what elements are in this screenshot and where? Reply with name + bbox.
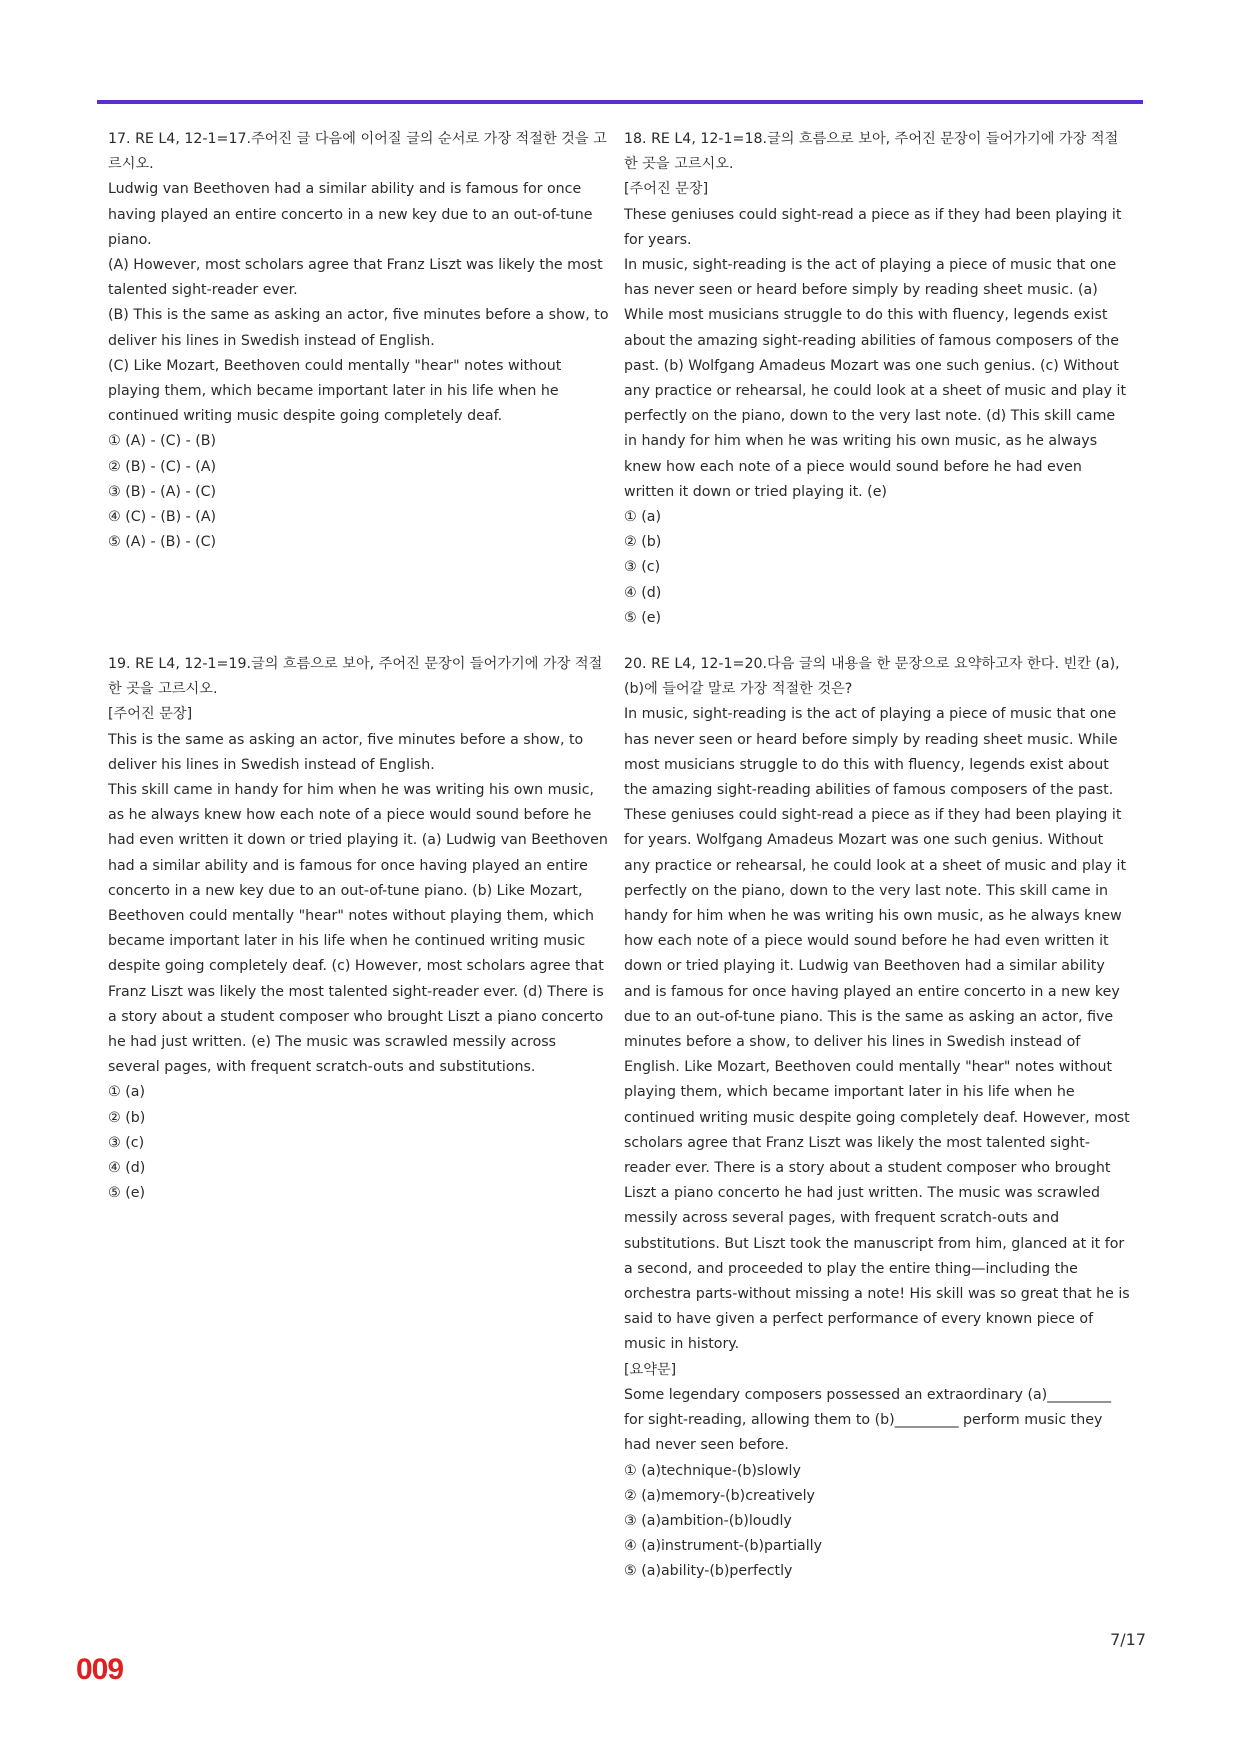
question-header: 20. RE L4, 12-1=20.다음 글의 내용을 한 문장으로 요약하고자 한다. 빈칸 (a), (b)에 들어갈 말로 가장 적절한 것은? (624, 656, 1120, 698)
passage-paragraph: (A) However, most scholars agree that Franz Liszt was likely the most talented sight-reader ever. (108, 257, 603, 299)
answer-option[interactable]: ⑤ (e) (108, 1185, 146, 1202)
answer-option[interactable]: ① (a) (624, 509, 661, 526)
answer-option[interactable]: ③ (a)ambition-(b)loudly (624, 1512, 792, 1529)
answer-option[interactable]: ① (a)technique-(b)slowly (624, 1462, 801, 1479)
answer-option[interactable]: ④ (a)instrument-(b)partially (624, 1538, 823, 1555)
question-19 (108, 652, 611, 1206)
given-sentence-label: [주어진 문장] (108, 706, 193, 723)
answer-option[interactable]: ② (b) (108, 1109, 146, 1126)
answer-option[interactable]: ② (B) - (C) - (A) (108, 458, 217, 475)
answer-option[interactable]: ⑤ (e) (624, 609, 662, 626)
passage-paragraph: (B) This is the same as asking an actor, five minutes before a show, to deliver his lines in Swedish instead of English. (108, 307, 609, 349)
summary-sentence: Some legendary composers possessed an extraordinary (a)_________ for sight-reading, allowing them to (b)_________ perform music they had never seen before. (624, 1386, 1112, 1454)
question-header: 17. RE L4, 12-1=17.주어진 글 다음에 이어질 글의 순서로 가장 적절한 것을 고르시오. (108, 131, 607, 173)
top-accent-rule (97, 100, 1143, 104)
answer-option[interactable]: ① (a) (108, 1084, 145, 1101)
passage-paragraph: Ludwig van Beethoven had a similar ability and is famous for once having played an entire concerto in a new key due to an out-of-tune piano. (108, 181, 593, 248)
page-number: 7/17 (1110, 1630, 1146, 1649)
passage-paragraph: (C) Like Mozart, Beethoven could mentally "hear" notes without playing them, which became important later in his life when he continued writing music despite going completely deaf. (108, 357, 562, 425)
answer-option[interactable]: ② (b) (624, 534, 662, 551)
question-20 (624, 652, 1132, 1585)
answer-option[interactable]: ④ (d) (624, 584, 662, 601)
footer-code: 009 (76, 1653, 124, 1686)
question-header: 19. RE L4, 12-1=19.글의 흐름으로 보아, 주어진 문장이 들어가기에 가장 적절한 곳을 고르시오. (108, 656, 603, 698)
answer-option[interactable]: ② (a)memory-(b)creatively (624, 1487, 815, 1504)
given-sentence: This is the same as asking an actor, five minutes before a show, to deliver his lines in Swedish instead of English. (108, 731, 584, 773)
given-sentence-label: [주어진 문장] (624, 181, 709, 198)
answer-option[interactable]: ⑤ (A) - (B) - (C) (108, 534, 217, 551)
question-17 (108, 127, 611, 555)
answer-option[interactable]: ⑤ (a)ability-(b)perfectly (624, 1563, 793, 1580)
answer-option[interactable]: ① (A) - (C) - (B) (108, 433, 217, 450)
question-header: 18. RE L4, 12-1=18.글의 흐름으로 보아, 주어진 문장이 들어가기에 가장 적절한 곳을 고르시오. (624, 131, 1119, 173)
answer-option[interactable]: ③ (c) (108, 1134, 145, 1151)
given-sentence: These geniuses could sight-read a piece as if they had been playing it for years. (624, 206, 1122, 248)
passage-paragraph: In music, sight-reading is the act of playing a piece of music that one has never seen or heard before simply by reading sheet music. While most musicians struggle to do this with fluency, legends exist about the amazing sight-reading abilities of famous composers of the past. These geniuses could sight-read a piece as if they had been playing it for years. Wolfgang Amadeus Mozart was one such genius. Without any practice or rehearsal, he could look at a sheet of music and play it perfectly on the piano, down to the very last note. This skill came in handy for him when he was writing his own music, as he always knew how each note of a piece would sound before he had even written it down or tried playing it. Ludwig van Beethoven had a similar ability and is famous for once having played an entire concerto in a new key due to an out-of-tune piano. This is the same as asking an actor, five minutes before a show, to deliver his lines in Swedish instead of English. Like Mozart, Beethoven could mentally "hear" notes without playing them, which became important later in his life when he continued writing music despite going completely deaf. However, most scholars agree that Franz Liszt was likely the most talented sight-reader ever. There is a story about a student composer who brought Liszt a piano concerto he had just written. The music was scrawled messily across several pages, with frequent scratch-outs and substitutions. But Liszt took the manuscript from him, glanced at it for a second, and proceeded to play the entire thing—including the orchestra parts-without missing a note! His skill was so great that he is said to have given a perfect performance of every known piece of music in history. (624, 706, 1130, 1353)
answer-option[interactable]: ④ (d) (108, 1160, 146, 1177)
summary-label: [요약문] (624, 1361, 677, 1378)
question-18 (624, 127, 1127, 631)
answer-option[interactable]: ③ (c) (624, 559, 661, 576)
answer-option[interactable]: ④ (C) - (B) - (A) (108, 509, 217, 526)
passage-paragraph: This skill came in handy for him when he was writing his own music, as he always knew how each note of a piece would sound before he had even written it down or tried playing it. (a) Ludwig van Beethoven had a similar ability and is famous for once having played an entire concerto in a new key due to an out-of-tune piano. (b) Like Mozart, Beethoven could mentally "hear" notes without playing them, which became important later in his life when he continued writing music despite going completely deaf. (c) However, most scholars agree that Franz Liszt was likely the most talented sight-reader ever. (d) There is a story about a student composer who brought Liszt a piano concerto he had just written. (e) The music was scrawled messily across several pages, with frequent scratch-outs and substitutions. (108, 782, 608, 1076)
answer-option[interactable]: ③ (B) - (A) - (C) (108, 483, 217, 500)
passage-paragraph: In music, sight-reading is the act of playing a piece of music that one has never seen or heard before simply by reading sheet music. (a) While most musicians struggle to do this with fluency, legends exist about the amazing sight-reading abilities of famous composers of the past. (b) Wolfgang Amadeus Mozart was one such genius. (c) Without any practice or rehearsal, he could look at a sheet of music and play it perfectly on the piano, down to the very last note. (d) This skill came in handy for him when he was writing his own music, as he always knew how each note of a piece would sound before he had even written it down or tried playing it. (e) (624, 257, 1127, 500)
